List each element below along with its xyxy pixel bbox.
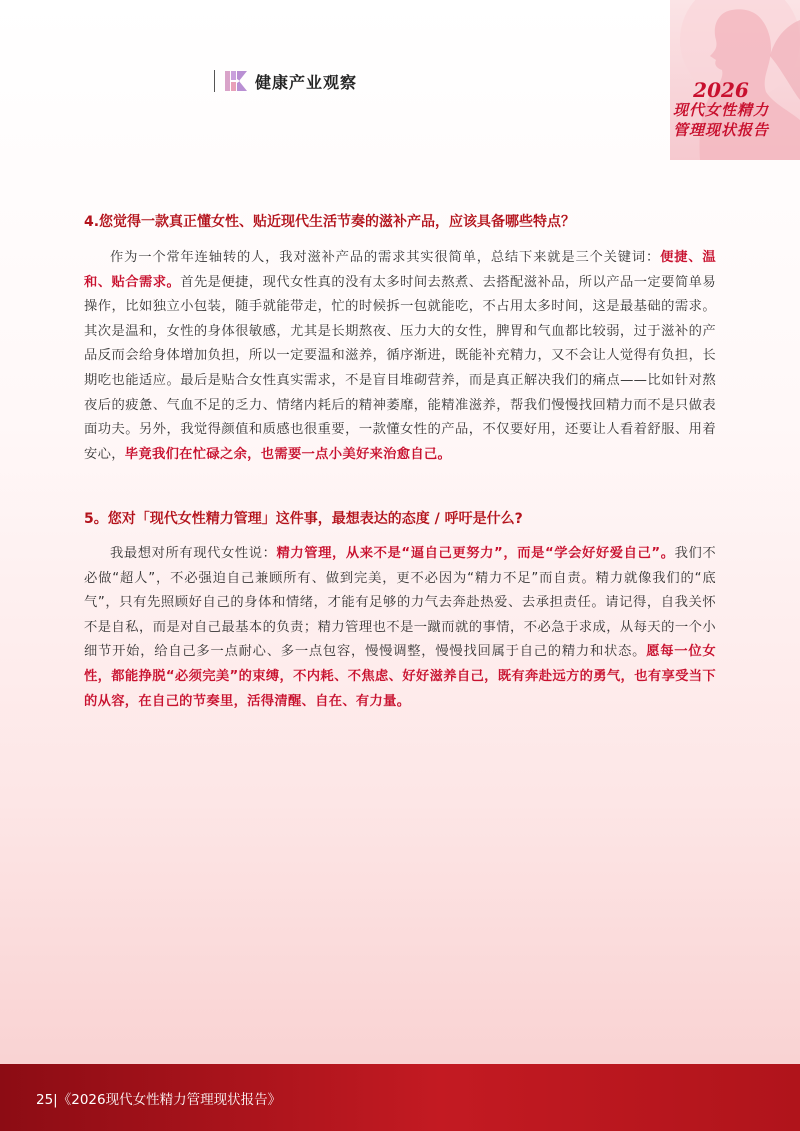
- answer-5-intro: 我最想对所有现代女性说：: [110, 546, 277, 561]
- answer-4-keywords: 便捷、温和、贴合需求。: [84, 250, 717, 290]
- answer-5-closing: 愿每一位女性，都能挣脱“必须完美”的束缚，不内耗、不焦虑、好好滋养自己，既有奔赴远方的勇气，也有享受当下的从容，在自己的节奏里，活得清醒、自在、有力量。: [84, 644, 717, 709]
- brand-logo-icon: [225, 71, 247, 91]
- section-title: 健康产业观察: [255, 72, 358, 92]
- question-4-heading: 4.您觉得一款真正懂女性、贴近现代生活节奏的滋补产品，应该具备哪些特点？: [84, 214, 576, 230]
- answer-5-paragraph: [84, 542, 716, 714]
- answer-5-block: [84, 542, 716, 714]
- footer-page-label: 25|《2026现代女性精力管理现状报告》: [36, 1092, 282, 1108]
- header-divider: [214, 70, 215, 92]
- answer-4-paragraph: [84, 246, 716, 467]
- report-year: 2026: [693, 78, 749, 102]
- page-header: [214, 68, 357, 94]
- report-title-line1: 现代女性精力: [672, 101, 769, 119]
- answer-4-block: [84, 246, 716, 467]
- question-4-block: [84, 211, 716, 231]
- report-title-line2: 管理现状报告: [672, 121, 769, 139]
- question-5-heading: 5。您对「现代女性精力管理」这件事，最想表达的态度 / 呼吁是什么?: [84, 511, 523, 527]
- answer-4-intro: 作为一个常年连轴转的人，我对滋补产品的需求其实很简单，总结下来就是三个关键词：: [110, 250, 661, 265]
- answer-4-body: 首先是便捷，现代女性真的没有太多时间去熬煮、去搭配滋补品，所以产品一定要简单易操作，比如独立小包装，随手就能带走，忙的时候拆一包就能吃，不占用太多时间，这是最基础的需求。其次是温和，女性的身体很敏感，尤其是长期熬夜、压力大的女性，脾胃和气血都比较弱，过于滋补的产品反而会给身体增加负担，所以一定要温和滋养，循序渐进，既能补充精力，又不会让人觉得有负担，长期吃也能适应。最后是贴合女性真实需求，不是盲目堆砌营养，而是真正解决我们的痛点——比如针对熬夜后的疲惫、气血不足的乏力、情绪内耗后的精神萎靡，能精准滋养，帮我们慢慢找回精力而不是只做表面功夫。另外，我觉得颜值和质感也很重要，一款懂女性的产品，不仅要好用，还要让人看着舒服、用着安心，: [84, 274, 716, 462]
- report-title-badge: [656, 80, 786, 140]
- answer-5-statement: 精力管理，从来不是“逼自己更努力”，而是“学会好好爱自己”。: [276, 546, 675, 561]
- page-footer: [0, 1064, 800, 1131]
- answer-4-closing: 毕竟我们在忙碌之余，也需要一点小美好来治愈自己。: [124, 446, 452, 462]
- question-5-block: [84, 508, 716, 528]
- answer-5-body: 我们不必做“超人”，不必强迫自己兼顾所有、做到完美，更不必因为“精力不足”而自责。精力就像我们的“底气”，只有先照顾好自己的身体和情绪，才能有足够的力气去奔赴热爱、去承担责任。请记得，自我关怀不是自私，而是对自己最基本的负责；精力管理也不是一蹴而就的事情，不必急于求成，从每天的一个小细节开始，给自己多一点耐心、多一点包容，慢慢调整，慢慢找回属于自己的精力和状态。: [84, 546, 716, 660]
